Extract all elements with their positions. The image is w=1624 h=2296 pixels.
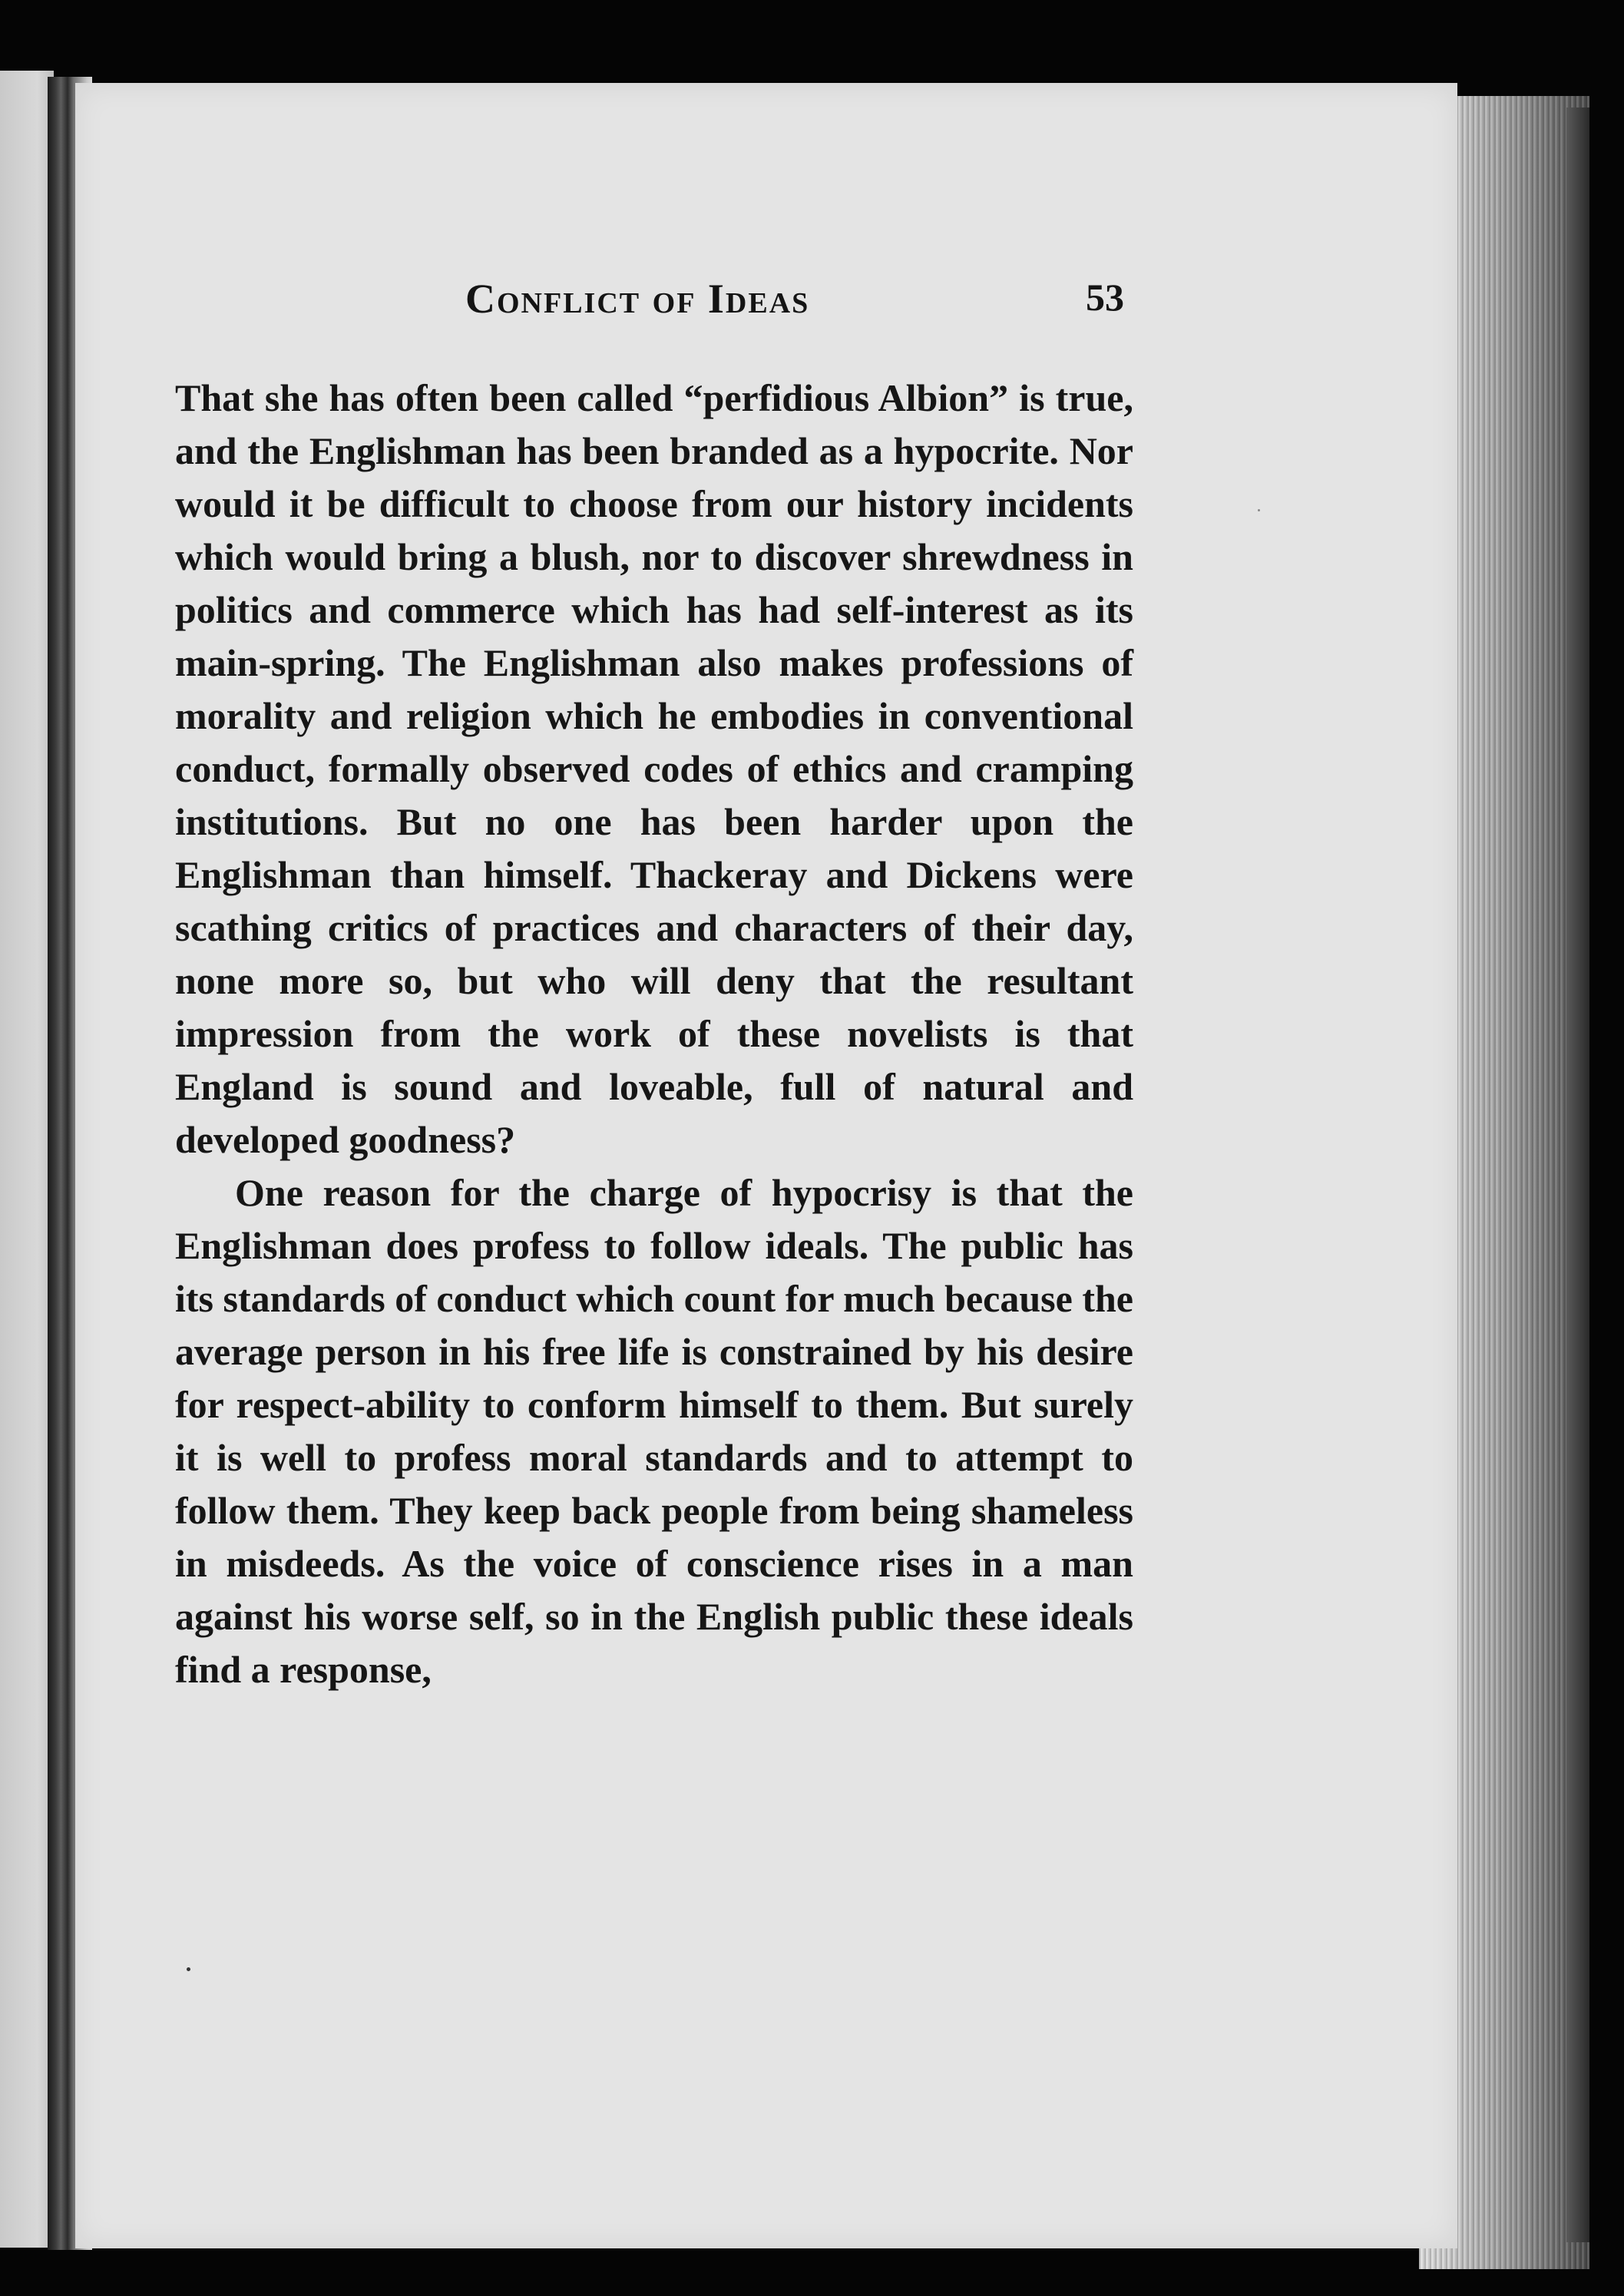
page-number: 53 xyxy=(1086,276,1124,319)
body-text xyxy=(175,372,1133,1696)
facing-page-edge xyxy=(0,71,54,2248)
running-head: Conflict of Ideas xyxy=(465,276,810,322)
page-edge-shadow xyxy=(1566,108,1589,2242)
paragraph-2: One reason for the charge of hypocrisy is that the Englishman does profess to follow ideals. The public has its standards of conduct which count for much because the average person in his free life is constrained by his desire for respect-ability to conform himself to them. But surely it is well to profess moral standards and to attempt to follow them. They keep back people from being shameless in misdeeds. As the voice of conscience rises in a man against his worse self, so in the English public these ideals find a response, xyxy=(175,1171,1133,1691)
dust-speck xyxy=(1258,509,1260,511)
page-header xyxy=(0,275,1624,336)
paragraph-1: That she has often been called “perfidious Albion” is true, and the Englishman has been branded as a hypocrite. Nor would it be difficult to choose from our history incidents which would bring a blush, nor to discover shrewdness in politics and commerce which has had self-interest as its main-spring. The Englishman also makes professions of morality and religion which he embodies in conventional conduct, formally observed codes of ethics and cramping institutions. But no one has been harder upon the Englishman than himself. Thackeray and Dickens were scathing critics of practices and characters of their day, none more so, but who will deny that the resultant impression from the work of these novelists is that England is sound and loveable, full of natural and developed goodness? xyxy=(175,376,1133,1161)
dust-speck xyxy=(187,1967,190,1971)
